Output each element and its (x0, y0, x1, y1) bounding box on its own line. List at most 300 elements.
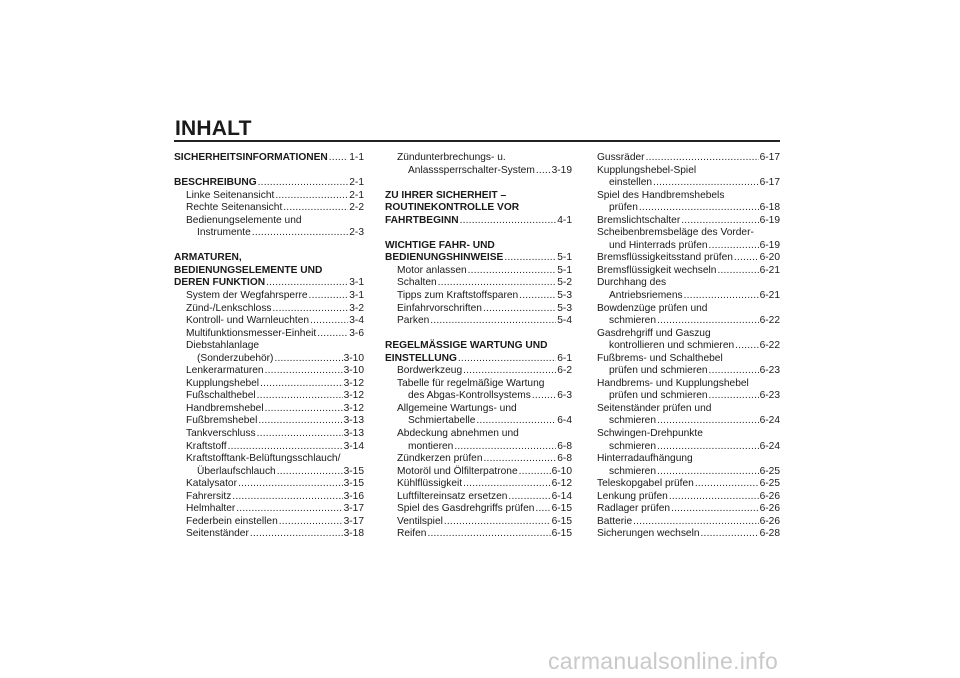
dot-leader (633, 516, 759, 529)
toc-entry-label: montieren (408, 440, 454, 452)
toc-section-heading[interactable] (174, 177, 364, 190)
toc-entry-label: Kupplungshebel-Spiel (597, 164, 697, 176)
toc-entry[interactable] (385, 503, 572, 516)
toc-page-number: 6-26 (759, 503, 780, 515)
toc-entry[interactable] (174, 190, 364, 203)
toc-entry[interactable] (385, 466, 572, 479)
toc-column-3 (597, 152, 780, 541)
toc-page-number: 6-3 (557, 390, 572, 402)
toc-entry-label: prüfen (609, 202, 638, 214)
page-title: INHALT (175, 117, 252, 140)
dot-leader (258, 177, 349, 190)
toc-entry[interactable] (385, 277, 572, 290)
toc-entry-label: Lenkerarmaturen (186, 365, 264, 377)
watermark-text: carmanualsonline.info (548, 648, 779, 674)
dot-leader (232, 491, 342, 504)
toc-spacer (385, 227, 572, 240)
toc-section-heading[interactable] (174, 277, 364, 290)
toc-entry (385, 152, 572, 165)
toc-page-number: 2-1 (349, 177, 364, 189)
dot-leader (257, 428, 343, 441)
title-divider (174, 140, 780, 142)
toc-entry-label: Rechte Seitenansicht (186, 202, 283, 214)
toc-entry-label: Bordwerkzeug (397, 365, 463, 377)
dot-leader (265, 403, 343, 416)
toc-entry[interactable] (597, 252, 780, 265)
toc-page-number: 6-24 (759, 415, 780, 427)
toc-page-number: 6-25 (759, 478, 780, 490)
toc-page-number: 3-1 (349, 277, 364, 289)
toc-entry (597, 353, 780, 366)
dot-leader (657, 415, 759, 428)
toc-page-number: 6-18 (759, 202, 780, 214)
toc-entry-label: (Sonderzubehör) (197, 352, 274, 364)
toc-entry-label: Schmiertabelle (408, 415, 476, 427)
dot-leader (277, 466, 343, 479)
toc-entry-label: Tabelle für regelmäßige Wartung (397, 377, 545, 389)
toc-entry (385, 378, 572, 391)
toc-entry-label: Parken (397, 315, 430, 327)
dot-leader (252, 227, 348, 240)
toc-entry[interactable] (597, 240, 780, 253)
toc-entry-label: prüfen und schmieren (609, 365, 708, 377)
toc-page-number: 5-2 (557, 277, 572, 289)
toc-section-heading (385, 340, 572, 353)
toc-entry[interactable] (597, 415, 780, 428)
toc-entry-label: Hinterradaufhängung (597, 453, 693, 465)
toc-entry[interactable] (174, 478, 364, 491)
toc-page-number: 3-10 (343, 365, 364, 377)
dot-leader (238, 478, 343, 491)
toc-entry-label: Seitenständer prüfen und (597, 402, 712, 414)
dot-leader (444, 516, 551, 529)
toc-entry[interactable] (174, 415, 364, 428)
toc-entry-label: Diebstahlanlage (186, 340, 260, 352)
toc-entry[interactable] (174, 428, 364, 441)
toc-entry[interactable] (174, 303, 364, 316)
toc-entry (174, 215, 364, 228)
toc-spacer (174, 240, 364, 253)
toc-entry-label: Allgemeine Wartungs- und (397, 402, 517, 414)
dot-leader (463, 478, 550, 491)
toc-entry-label: Anlasssperrschalter-System (408, 164, 535, 176)
dot-leader (257, 390, 343, 403)
toc-section-heading[interactable] (385, 353, 572, 366)
toc-page-number: 6-25 (759, 465, 780, 477)
toc-page-number: 6-23 (759, 390, 780, 402)
toc-entry-label: ROUTINEKONTROLLE VOR (385, 202, 520, 214)
toc-page-number: 6-15 (551, 528, 572, 540)
toc-page-number: 3-13 (343, 415, 364, 427)
dot-leader (657, 315, 759, 328)
toc-entry[interactable] (174, 528, 364, 541)
toc-entry-label: BESCHREIBUNG (174, 177, 257, 189)
toc-page-number: 3-14 (343, 440, 364, 452)
dot-leader (671, 503, 759, 516)
toc-entry-label: Bedienungselemente und (186, 214, 302, 226)
toc-entry-label: einstellen (609, 177, 653, 189)
toc-entry-label: Handbremshebel (186, 402, 264, 414)
toc-entry[interactable] (174, 202, 364, 215)
toc-entry-label: ZU IHRER SICHERHEIT – (385, 189, 507, 201)
dot-leader (709, 390, 759, 403)
dot-leader (681, 215, 758, 228)
dot-leader (684, 290, 759, 303)
toc-page-number: 3-17 (343, 503, 364, 515)
toc-entry[interactable] (385, 290, 572, 303)
toc-entry[interactable] (385, 390, 572, 403)
toc-entry-label: BEDIENUNGSELEMENTE UND (174, 264, 323, 276)
toc-entry-label: kontrollieren und schmieren (609, 340, 735, 352)
dot-leader (283, 202, 348, 215)
toc-entry-label: Scheibenbremsbeläge des Vorder- (597, 227, 754, 239)
dot-leader (460, 215, 557, 228)
toc-entry-label: BEDIENUNGSHINWEISE (385, 252, 504, 264)
toc-entry[interactable] (597, 528, 780, 541)
toc-entry-label: Fußschalthebel (186, 390, 256, 402)
dot-leader (458, 353, 556, 366)
toc-page-number: 6-8 (557, 440, 572, 452)
toc-page-number: 2-3 (349, 227, 364, 239)
toc-entry-label: Handbrems- und Kupplungshebel (597, 377, 749, 389)
toc-page-number: 6-12 (551, 478, 572, 490)
toc-entry[interactable] (385, 415, 572, 428)
toc-entry-label: Zündkerzen prüfen (397, 453, 483, 465)
dot-leader (463, 365, 556, 378)
toc-page-number: 3-12 (343, 390, 364, 402)
toc-entry-label: Überlaufschlauch (197, 465, 276, 477)
toc-entry-label: Katalysator (186, 478, 237, 490)
toc-entry-label: EINSTELLUNG (385, 352, 457, 364)
toc-entry[interactable] (597, 478, 780, 491)
toc-entry[interactable] (385, 453, 572, 466)
toc-entry (597, 453, 780, 466)
toc-entry[interactable] (385, 265, 572, 278)
toc-entry-label: des Abgas-Kontrollsystems (408, 390, 531, 402)
dot-leader (695, 478, 759, 491)
toc-section-heading (385, 190, 572, 203)
dot-leader (274, 353, 342, 366)
dot-leader (508, 491, 550, 504)
dot-leader (228, 441, 343, 454)
toc-page-number: 6-4 (557, 415, 572, 427)
dot-leader (701, 528, 759, 541)
toc-entry-label: Tankverschluss (186, 428, 256, 440)
toc-entry-label: REGELMÄSSIGE WARTUNG UND (385, 340, 548, 352)
toc-entry-label: Multifunktionsmesser-Einheit (186, 327, 317, 339)
dot-leader (427, 528, 550, 541)
toc-entry-label: Ventilspiel (397, 515, 443, 527)
toc-entry-label: Radlager prüfen (597, 503, 671, 515)
toc-entry[interactable] (597, 340, 780, 353)
dot-leader (519, 290, 556, 303)
toc-entry[interactable] (385, 528, 572, 541)
toc-entry-label: Helmhalter (186, 503, 236, 515)
toc-entry[interactable] (597, 365, 780, 378)
toc-page-number: 5-3 (557, 302, 572, 314)
toc-entry[interactable] (597, 177, 780, 190)
toc-entry-label: Kühlflüssigkeit (397, 478, 463, 490)
toc-spacer (385, 328, 572, 341)
toc-page-number: 6-14 (551, 490, 572, 502)
toc-entry-label: schmieren (609, 315, 656, 327)
toc-page-number: 6-15 (551, 515, 572, 527)
toc-page-number: 6-8 (557, 453, 572, 465)
toc-entry (597, 303, 780, 316)
dot-leader (258, 415, 342, 428)
toc-page-number: 6-19 (759, 214, 780, 226)
toc-page-number: 3-13 (343, 428, 364, 440)
toc-entry-label: Einfahrvorschriften (397, 302, 482, 314)
dot-leader (536, 165, 551, 178)
toc-section-heading (174, 252, 364, 265)
toc-entry-label: Seitenständer (186, 528, 249, 540)
toc-page-number: 3-10 (343, 352, 364, 364)
toc-entry-label: SICHERHEITSINFORMATIONEN (174, 152, 328, 163)
toc-entry-label: schmieren (609, 440, 656, 452)
toc-entry-label: ARMATUREN, (174, 252, 242, 264)
toc-entry-label: System der Wegfahrsperre (186, 290, 308, 302)
toc-entry-label: Kontroll- und Warnleuchten (186, 315, 310, 327)
dot-leader (438, 277, 557, 290)
toc-entry-label: und Hinterrads prüfen (609, 239, 708, 251)
toc-page-number: 5-3 (557, 290, 572, 302)
toc-page-number: 3-12 (343, 402, 364, 414)
toc-entry[interactable] (597, 441, 780, 454)
toc-page-number: 2-2 (349, 202, 364, 214)
toc-entry-label: schmieren (609, 415, 656, 427)
toc-page-number: 3-6 (349, 327, 364, 339)
toc-entry-label: Bowdenzüge prüfen und (597, 302, 708, 314)
dot-leader (483, 303, 556, 316)
dot-leader (717, 265, 758, 278)
toc-entry-label: Motoröl und Ölfilterpatrone (397, 465, 518, 477)
toc-entry[interactable] (385, 478, 572, 491)
toc-entry[interactable] (385, 365, 572, 378)
dot-leader (275, 190, 348, 203)
toc-entry-label: Teleskopgabel prüfen (597, 478, 694, 490)
toc-entry-label: Bremsflüssigkeit wechseln (597, 264, 717, 276)
toc-entry[interactable] (597, 503, 780, 516)
toc-section-heading (385, 202, 572, 215)
dot-leader (279, 516, 343, 529)
toc-entry-label: Batterie (597, 515, 633, 527)
toc-entry-label: Motor anlassen (397, 264, 467, 276)
toc-page-number: 3-15 (343, 465, 364, 477)
toc-page-number: 6-21 (759, 264, 780, 276)
toc-page-number: 3-19 (551, 164, 572, 176)
toc-entry-label: Spiel des Gasdrehgriffs prüfen (397, 503, 535, 515)
toc-entry[interactable] (174, 503, 364, 516)
toc-entry[interactable] (174, 441, 364, 454)
dot-leader (709, 365, 759, 378)
toc-entry-label: Abdeckung abnehmen und (397, 428, 519, 440)
toc-entry[interactable] (385, 491, 572, 504)
toc-section-heading[interactable] (174, 152, 364, 165)
toc-page-number: 3-1 (349, 290, 364, 302)
toc-spacer (174, 165, 364, 178)
toc-page-number: 6-15 (551, 503, 572, 515)
toc-page-number: 5-1 (557, 264, 572, 276)
toc-entry (597, 378, 780, 391)
toc-entry-label: Gussräder (597, 152, 645, 163)
dot-leader (639, 202, 759, 215)
toc-entry-label: FAHRTBEGINN (385, 214, 459, 226)
toc-entry-label: Linke Seitenansicht (186, 189, 275, 201)
toc-entry-label: Kraftstofftank-Belüftungsschlauch/ (186, 453, 341, 465)
toc-entry (597, 165, 780, 178)
toc-section-heading (174, 265, 364, 278)
dot-leader (310, 315, 348, 328)
toc-entry (597, 403, 780, 416)
toc-entry-label: Kraftstoff (186, 440, 227, 452)
toc-entry[interactable] (597, 265, 780, 278)
toc-page-number: 4-1 (557, 214, 572, 226)
toc-page-number: 3-15 (343, 478, 364, 490)
dot-leader (265, 365, 343, 378)
toc-entry[interactable] (174, 227, 364, 240)
toc-entry[interactable] (597, 466, 780, 479)
toc-entry[interactable] (174, 365, 364, 378)
toc-page-number: 5-1 (557, 252, 572, 264)
toc-page-number: 6-26 (759, 490, 780, 502)
toc-entry (174, 340, 364, 353)
toc-entry[interactable] (385, 303, 572, 316)
toc-entry-label: Spiel des Handbremshebels (597, 189, 725, 201)
toc-entry[interactable] (597, 202, 780, 215)
toc-entry-label: Fahrersitz (186, 490, 232, 502)
toc-entry-label: Gasdrehgriff und Gaszug (597, 327, 711, 339)
toc-page-number: 6-20 (759, 252, 780, 264)
dot-leader (266, 277, 348, 290)
toc-page-number: 6-23 (759, 365, 780, 377)
toc-entry-label: WICHTIGE FAHR- UND (385, 239, 495, 251)
toc-page-number: 6-19 (759, 239, 780, 251)
dot-leader (484, 453, 557, 466)
toc-page-number: 6-10 (551, 465, 572, 477)
dot-leader (250, 528, 343, 541)
dot-leader (309, 290, 349, 303)
dot-leader (273, 303, 349, 316)
dot-leader (317, 328, 348, 341)
toc-entry[interactable] (597, 215, 780, 228)
dot-leader (734, 252, 759, 265)
toc-entry (597, 277, 780, 290)
toc-page-number: 3-16 (343, 490, 364, 502)
toc-entry[interactable] (174, 390, 364, 403)
toc-entry-label: schmieren (609, 465, 656, 477)
toc-column-1 (174, 152, 364, 541)
toc-entry-label: Kupplungshebel (186, 377, 260, 389)
toc-section-heading[interactable] (385, 252, 572, 265)
dot-leader (504, 252, 556, 265)
toc-page-number: 6-21 (759, 290, 780, 302)
toc-entry[interactable] (174, 378, 364, 391)
toc-entry-label: Schalten (397, 277, 437, 289)
toc-entry-label: Durchhang des (597, 277, 667, 289)
toc-page-number: 6-17 (759, 152, 780, 163)
dot-leader (236, 503, 342, 516)
toc-page-number: 5-4 (557, 315, 572, 327)
toc-entry (385, 403, 572, 416)
toc-entry[interactable] (174, 516, 364, 529)
toc-entry (597, 428, 780, 441)
toc-page-number: 6-28 (759, 528, 780, 540)
toc-entry-label: DEREN FUNKTION (174, 277, 266, 289)
toc-page-number: 3-2 (349, 302, 364, 314)
dot-leader (260, 378, 343, 391)
toc-page-number: 3-4 (349, 315, 364, 327)
toc-entry (597, 328, 780, 341)
dot-leader (735, 340, 758, 353)
toc-entry[interactable] (597, 390, 780, 403)
dot-leader (653, 177, 759, 190)
toc-page-number: 3-17 (343, 515, 364, 527)
toc-entry (597, 190, 780, 203)
toc-entry-label: Zündunterbrechungs- u. (397, 152, 506, 163)
dot-leader (709, 240, 759, 253)
dot-leader (329, 152, 349, 165)
toc-entry-label: Antriebsriemens (609, 290, 683, 302)
toc-entry[interactable] (385, 315, 572, 328)
toc-entry[interactable] (597, 290, 780, 303)
toc-entry[interactable] (597, 491, 780, 504)
toc-entry[interactable] (174, 328, 364, 341)
toc-entry-label: Federbein einstellen (186, 515, 278, 527)
toc-page-number: 6-17 (759, 177, 780, 189)
toc-page-number: 3-18 (343, 528, 364, 540)
toc-page-number: 6-22 (759, 340, 780, 352)
dot-leader (532, 390, 556, 403)
dot-leader (646, 152, 759, 165)
toc-entry-label: Reifen (397, 528, 427, 540)
toc-column-2 (385, 152, 572, 541)
dot-leader (519, 466, 551, 479)
toc-page-number: 1-1 (349, 152, 364, 163)
toc-entry-label: Fußbrems- und Schalthebel (597, 352, 723, 364)
toc-page-number: 6-24 (759, 440, 780, 452)
toc-entry[interactable] (597, 152, 780, 165)
toc-entry[interactable] (174, 491, 364, 504)
toc-page-number: 6-2 (557, 365, 572, 377)
toc-entry-label: Schwingen-Drehpunkte (597, 428, 703, 440)
toc-entry-label: Lenkung prüfen (597, 490, 668, 502)
toc-entry[interactable] (385, 441, 572, 454)
toc-entry-label: Tipps zum Kraftstoffsparen (397, 290, 519, 302)
toc-entry-label: Instrumente (197, 227, 251, 239)
toc-entry[interactable] (385, 516, 572, 529)
dot-leader (657, 466, 759, 479)
toc-entry-label: Bremslichtschalter (597, 214, 681, 226)
dot-leader (476, 415, 556, 428)
toc-entry[interactable] (597, 516, 780, 529)
toc-entry-label: Zünd-/Lenkschloss (186, 302, 272, 314)
toc-entry[interactable] (174, 290, 364, 303)
toc-entry (385, 428, 572, 441)
toc-entry-label: prüfen und schmieren (609, 390, 708, 402)
toc-entry[interactable] (174, 466, 364, 479)
toc-entry[interactable] (174, 353, 364, 366)
toc-entry[interactable] (174, 315, 364, 328)
toc-section-heading[interactable] (385, 215, 572, 228)
toc-entry[interactable] (597, 315, 780, 328)
toc-page-number: 6-22 (759, 315, 780, 327)
dot-leader (430, 315, 556, 328)
toc-entry-label: Sicherungen wechseln (597, 528, 700, 540)
toc-entry[interactable] (385, 165, 572, 178)
toc-entry[interactable] (174, 403, 364, 416)
dot-leader (535, 503, 550, 516)
